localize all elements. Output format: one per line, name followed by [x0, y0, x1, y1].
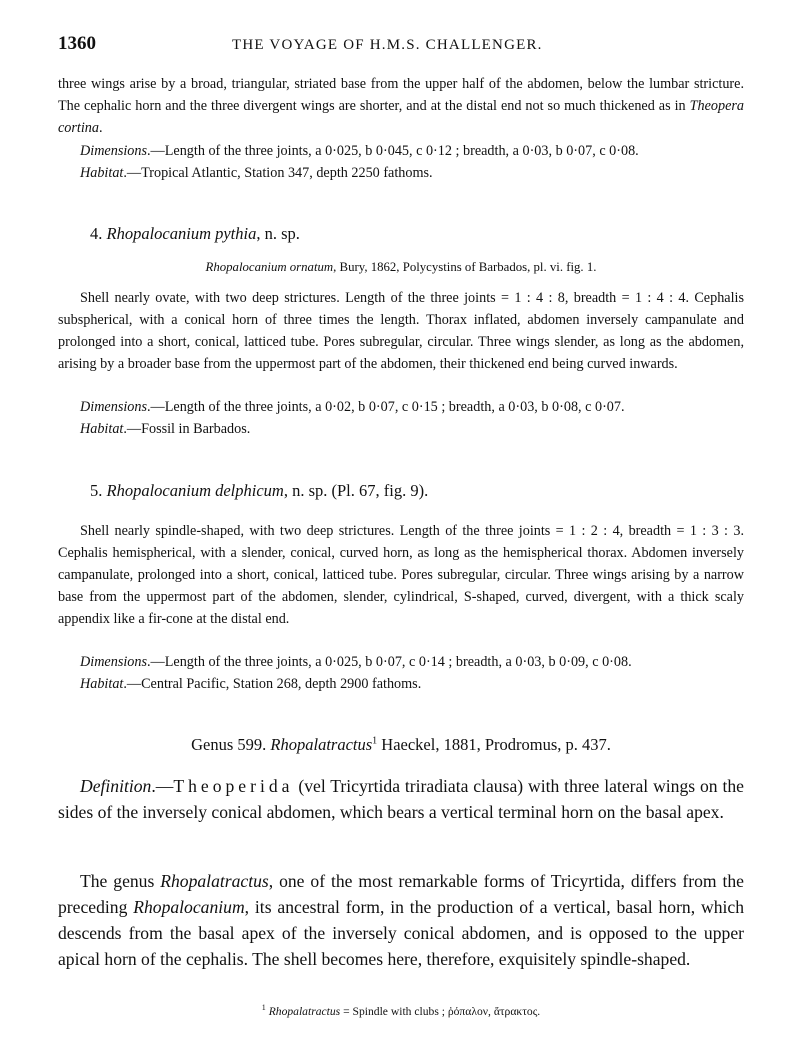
intro-paragraph: three wings arise by a broad, triangular, striated base from the upper half of the abdomen, below the lumbar stricture. The cephalic horn and the three divergent wings are shorter, and at the distal end not so much thickened as in Theopera cortina.	[58, 76, 744, 136]
family-name: Theoperida	[173, 776, 294, 796]
page-number: 1360	[58, 33, 96, 54]
intro-habitat: Habitat.—Tropical Atlantic, Station 347, depth 2250 fathoms.	[80, 165, 433, 181]
genus-discussion: The genus Rhopalatractus, one of the most remarkable forms of Tricyrtida, differs from the preceding Rhopalocanium, its ancestral form, in the production of a vertical, basal horn, which descends from the basal apex of the inversely conical abdomen, and is opposed to the upper apical horn of the cephalis. The shell becomes here, therefore, exquisitely spindle-shaped.	[58, 871, 744, 969]
footnote: $^1$ Rhopalatractus = Spindle with clubs ; ῥόπαλον, ἄτρακτος.	[261, 1003, 541, 1018]
genus-heading: Genus 599. Rhopalatractus$^1$ Haeckel, 1881, Prodromus, p. 437.	[191, 735, 611, 754]
running-title: THE VOYAGE OF H.M.S. CHALLENGER.	[232, 37, 543, 53]
species-5-habitat: Habitat.—Central Pacific, Station 268, depth 2900 fathoms.	[80, 676, 422, 692]
species-5-dimensions: Dimensions.—Length of the three joints, a 0·025, b 0·07, c 0·14 ; breadth, a 0·03, b 0·09, c 0·08.	[80, 654, 632, 670]
species-4-dimensions: Dimensions.—Length of the three joints, a 0·02, b 0·07, c 0·15 ; breadth, a 0·03, b 0·08, c 0·07.	[80, 399, 625, 415]
species-4-habitat: Habitat.—Fossil in Barbados.	[80, 421, 251, 437]
species-4-description: Shell nearly ovate, with two deep strictures. Length of the three joints = 1 : 4 : 8, breadth = 1 : 4 : 4. Cephalis subspherical, with a conical horn of three times the length. Thorax inflated, abdomen inversely campanulate and prolonged into a short, conical, latticed tube. Pores subregular, circular. Three wings slender, as long as the abdomen, arising by a broader base from the uppermost part of the abdomen, their thickened end being curved inwards.	[58, 290, 744, 372]
species-5-description: Shell nearly spindle-shaped, with two deep strictures. Length of the three joints = 1 : 2 : 4, breadth = 1 : 3 : 3. Cephalis hemispherical, with a slender, conical, curved horn, as long as the hemispherical thorax. Abdomen inversely campanulate, prolonged into a short, conical, latticed tube. Pores subregular, circular. Three wings arising by a narrow base from the uppermost part of the abdomen, slender, cylindrical, S-shaped, curved, divergent, with a thick scaly appendix like a fir-cone at the distal end.	[58, 523, 744, 627]
genus-definition: Definition.—Theoperida (vel Tricyrtida triradiata clausa) with three lateral wings on the sides of the inversely conical abdomen, which bears a vertical terminal horn on the basal apex.	[58, 776, 744, 822]
species-5-heading: 5. Rhopalocanium delphicum, n. sp. (Pl. 67, fig. 9).	[90, 481, 429, 500]
taxon-name: Theopera cortina	[58, 98, 744, 136]
species-4-synonym: Rhopalocanium ornatum, Bury, 1862, Polycystins of Barbados, pl. vi. fig. 1.	[205, 260, 597, 274]
footnote-marker: 1	[372, 735, 378, 747]
species-4-heading: 4. Rhopalocanium pythia, n. sp.	[90, 224, 300, 243]
intro-dimensions: Dimensions.—Length of the three joints, a 0·025, b 0·045, c 0·12 ; breadth, a 0·03, b 0·07, c 0·08.	[80, 143, 639, 159]
